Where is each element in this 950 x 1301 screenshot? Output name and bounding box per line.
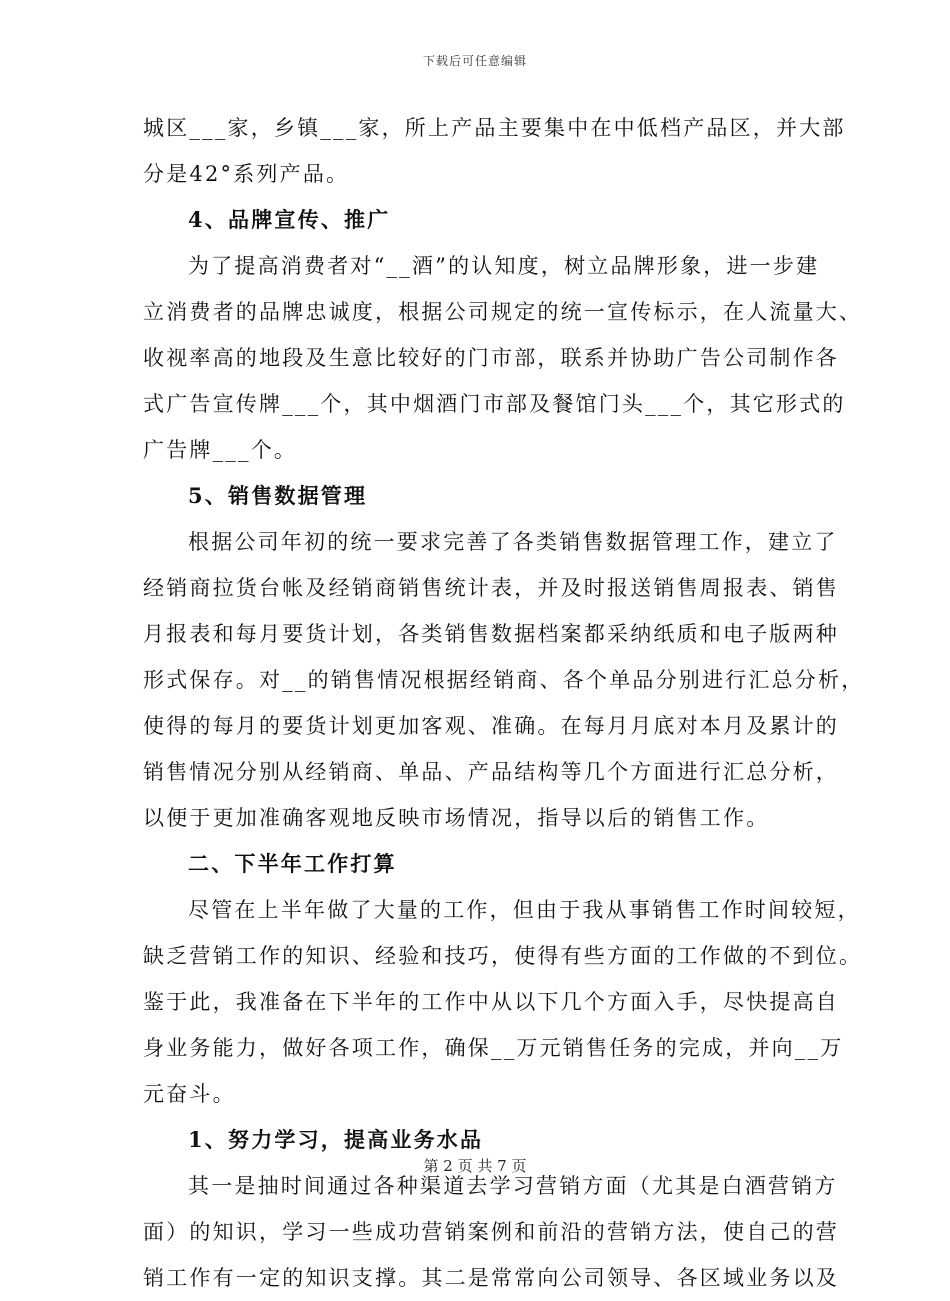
section-heading: 4、品牌宣传、推广 <box>188 207 391 232</box>
text-line: 以便于更加准确客观地反映市场情况，指导以后的销售工作。 <box>143 806 770 830</box>
text-line: 经销商拉货台帐及经销商销售统计表，并及时报送销售周报表、销售 <box>143 576 839 600</box>
text-line: 面）的知识，学习一些成功营销案例和前沿的营销方法，使自己的营 <box>143 1220 839 1244</box>
text-line: 使得的每月的要货计划更加客观、准确。在每月月底对本月及累计的 <box>143 714 839 738</box>
text-line: 元奋斗。 <box>143 1082 236 1106</box>
text-line: 缺乏营销工作的知识、经验和技巧，使得有些方面的工作做的不到位。 <box>143 944 863 968</box>
text-line: 收视率高的地段及生意比较好的门市部，联系并协助广告公司制作各 <box>143 346 839 370</box>
text-line: 月报表和每月要货计划，各类销售数据档案都采纳纸质和电子版两种 <box>143 622 839 646</box>
paragraph-first-line: 其一是抽时间通过各种渠道去学习营销方面（尤其是白酒营销方 <box>188 1174 838 1198</box>
text-line: 销工作有一定的知识支撑。其二是常常向公司领导、各区域业务以及 <box>143 1266 839 1290</box>
text-line: 销售情况分别从经销商、单品、产品结构等几个方面进行汇总分析， <box>143 760 839 784</box>
text-line: 立消费者的品牌忠诚度，根据公司规定的统一宣传标示，在人流量大、 <box>143 300 863 324</box>
section-heading: 1、努力学习，提高业务水品 <box>188 1127 484 1152</box>
page-header: 下载后可任意编辑 <box>422 54 527 68</box>
section-heading: 5、销售数据管理 <box>188 483 368 508</box>
paragraph-first-line: 根据公司年初的统一要求完善了各类销售数据管理工作，建立了 <box>188 530 838 554</box>
paragraph-first-line: 为了提高消费者对“__酒”的认知度，树立品牌形象，进一步建 <box>188 254 820 278</box>
document-body <box>143 105 865 1301</box>
text-line: 身业务能力，做好各项工作，确保__万元销售任务的完成，并向__万 <box>143 1036 844 1060</box>
text-line: 鉴于此，我准备在下半年的工作中从以下几个方面入手，尽快提高自 <box>143 990 839 1014</box>
text-line: 形式保存。对__的销售情况根据经销商、各个单品分别进行汇总分析， <box>143 668 865 692</box>
page-footer: 第 2 页 共 7 页 <box>423 1157 527 1175</box>
section-heading: 二、下半年工作打算 <box>188 851 397 876</box>
paragraph-first-line: 尽管在上半年做了大量的工作，但由于我从事销售工作时间较短， <box>188 898 861 922</box>
text-line: 分是42°系列产品。 <box>143 162 350 186</box>
text-line: 式广告宣传牌___个，其中烟酒门市部及餐馆门头___个，其它形式的 <box>143 392 846 416</box>
text-line: 广告牌___个。 <box>143 438 298 462</box>
text-line: 城区___家，乡镇___家，所上产品主要集中在中低档产品区，并大部 <box>143 116 846 140</box>
